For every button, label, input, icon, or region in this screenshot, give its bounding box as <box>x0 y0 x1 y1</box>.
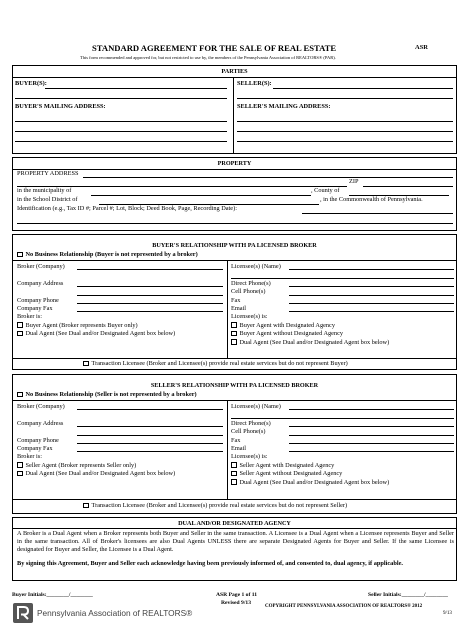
identification-field[interactable] <box>302 213 453 214</box>
company-address-field-2[interactable] <box>77 295 223 296</box>
option-lic-dual[interactable]: Dual Agent (See Dual and/or Designated Agent box below) <box>231 479 389 487</box>
property-section <box>12 157 457 231</box>
dual-agency-heading: DUAL AND/OR DESIGNATED AGENCY <box>178 520 291 527</box>
checkbox[interactable] <box>83 503 89 509</box>
seller-address-field-2[interactable] <box>237 131 453 132</box>
broker-is-label: Broker is: <box>17 313 43 321</box>
par-logo <box>12 602 193 624</box>
broker-company-label: Broker (Company) <box>17 403 65 410</box>
licensee-name-field-2[interactable] <box>231 418 454 419</box>
buyer-broker-heading: BUYER'S RELATIONSHIP WITH PA LICENSED BROKER <box>152 242 317 249</box>
company-address-field[interactable] <box>77 286 223 287</box>
county-label: , County of <box>311 187 340 194</box>
sellers-label: SELLER(S): <box>237 80 272 87</box>
seller-broker-section <box>12 374 457 514</box>
checkbox[interactable] <box>231 339 237 345</box>
direct-phone-field[interactable] <box>289 286 454 287</box>
company-address-field[interactable] <box>77 426 223 427</box>
company-fax-label: Company Fax <box>17 444 53 452</box>
seller-address-label: SELLER'S MAILING ADDRESS: <box>237 103 331 110</box>
date-code: 9/13 <box>443 611 452 616</box>
licensee-is-label: Licensee(s) is: <box>231 453 268 461</box>
company-address-field-2[interactable] <box>77 435 223 436</box>
broker-company-field[interactable] <box>77 269 223 270</box>
email-label: Email <box>231 304 247 312</box>
checkbox[interactable] <box>17 392 23 398</box>
buyer-no-relationship[interactable]: No Business Relationship (Buyer is not represented by a broker) <box>17 251 198 259</box>
checkbox[interactable] <box>231 462 237 468</box>
revised-date: Revised 9/13 <box>221 600 251 606</box>
fax-field[interactable] <box>289 303 454 304</box>
broker-company-label: Broker (Company) <box>17 263 65 270</box>
copyright: COPYRIGHT PENNSYLVANIA ASSOCIATION OF REALTORS® 2012 <box>265 604 423 609</box>
property-heading: PROPERTY <box>217 160 252 167</box>
buyer-address-field-2[interactable] <box>15 131 227 132</box>
licensee-name-field[interactable] <box>289 269 454 270</box>
buyers-field-2[interactable] <box>15 98 227 99</box>
buyer-address-field-3[interactable] <box>15 141 227 142</box>
seller-address-field-3[interactable] <box>237 141 453 142</box>
direct-phone-field[interactable] <box>289 426 454 427</box>
sellers-field[interactable] <box>273 88 453 89</box>
company-phone-label: Company Phone <box>17 436 59 444</box>
option-lic-dual[interactable]: Dual Agent (See Dual and/or Designated Agent box below) <box>231 339 389 347</box>
property-address-label: PROPERTY ADDRESS <box>17 170 79 177</box>
checkbox[interactable] <box>231 479 237 485</box>
checkbox[interactable] <box>17 331 23 337</box>
buyer-broker-section <box>12 234 457 370</box>
company-phone-field[interactable] <box>77 443 223 444</box>
zip-label: ZIP <box>349 178 359 185</box>
commonwealth-label: , in the Commonwealth of Pennsylvania. <box>320 196 423 203</box>
cell-phone-label: Cell Phone(s) <box>231 288 266 296</box>
municipality-label: in the municipality of <box>17 187 72 194</box>
buyer-transaction-licensee[interactable]: Transaction Licensee (Broker and Licensee(s) provide real estate services but do not represent Buyer) <box>83 360 348 368</box>
email-field[interactable] <box>289 311 454 312</box>
dual-agency-consent: By signing this Agreement, Buyer and Seller each acknowledge having been previously informed of, and consented to, dual agency, if applicable. <box>17 560 403 567</box>
dual-agency-section <box>12 517 457 581</box>
logo-text: Pennsylvania Association of REALTORS® <box>37 608 193 618</box>
option-lic-not-designated[interactable]: Seller Agent without Designated Agency <box>231 470 342 478</box>
company-phone-label: Company Phone <box>17 296 59 304</box>
licensee-name-field[interactable] <box>289 409 454 410</box>
cell-phone-field[interactable] <box>289 435 454 436</box>
form-subtitle: This form recommended and approved for, but not restricted to use by, the members of the Pennsylvania Association of REALTORS® (PAR). <box>80 55 336 60</box>
email-label: Email <box>231 444 247 452</box>
option-seller-agent[interactable]: Seller Agent (Broker represents Seller only) <box>17 462 136 470</box>
checkbox[interactable] <box>231 331 237 337</box>
buyers-field[interactable] <box>45 88 227 89</box>
option-lic-designated[interactable]: Buyer Agent with Designated Agency <box>231 322 335 330</box>
buyer-initials[interactable]: Buyer Initials:________/________ <box>12 592 93 598</box>
licensee-is-label: Licensee(s) is: <box>231 313 268 321</box>
company-address-label: Company Address <box>17 419 64 427</box>
school-district-label: in the School District of <box>17 196 78 203</box>
option-lic-not-designated[interactable]: Buyer Agent without Designated Agency <box>231 330 343 338</box>
company-fax-field[interactable] <box>77 451 223 452</box>
realtor-r-icon <box>12 602 34 624</box>
identification-label: Identification (e.g., Tax ID #; Parcel #; Lot, Block; Deed Book, Page, Recording Date): <box>17 205 237 212</box>
form-title: STANDARD AGREEMENT FOR THE SALE OF REAL ESTATE <box>92 43 337 53</box>
seller-transaction-licensee[interactable]: Transaction Licensee (Broker and Licensee(s) provide real estate services but do not represent Seller) <box>83 502 347 510</box>
option-dual-agent[interactable]: Dual Agent (See Dual and/or Designated Agent box below) <box>17 330 175 338</box>
option-buyer-agent[interactable]: Buyer Agent (Broker represents Buyer only) <box>17 322 138 330</box>
option-dual-agent[interactable]: Dual Agent (See Dual and/or Designated Agent box below) <box>17 470 175 478</box>
parties-heading: PARTIES <box>221 68 248 75</box>
identification-field-2[interactable] <box>17 223 453 224</box>
checkbox[interactable] <box>83 361 89 367</box>
buyer-address-field-1[interactable] <box>15 121 227 122</box>
licensee-name-field-2[interactable] <box>231 278 454 279</box>
form-code: ASR <box>415 44 429 51</box>
licensee-name-label: Licensee(s) (Name) <box>231 263 281 270</box>
zip-field[interactable] <box>363 186 453 187</box>
broker-company-field[interactable] <box>77 409 223 410</box>
municipality-field[interactable] <box>91 195 311 196</box>
checkbox[interactable] <box>17 322 23 328</box>
email-field[interactable] <box>289 451 454 452</box>
property-address-field[interactable] <box>83 177 453 178</box>
seller-no-relationship[interactable]: No Business Relationship (Seller is not represented by a broker) <box>17 391 197 399</box>
checkbox[interactable] <box>17 462 23 468</box>
buyer-address-label: BUYER'S MAILING ADDRESS: <box>15 103 106 110</box>
company-phone-field[interactable] <box>77 303 223 304</box>
option-lic-designated[interactable]: Seller Agent with Designated Agency <box>231 462 334 470</box>
parties-section <box>12 65 457 154</box>
company-fax-label: Company Fax <box>17 304 53 312</box>
seller-broker-heading: SELLER'S RELATIONSHIP WITH PA LICENSED BROKER <box>150 382 319 389</box>
dual-agency-paragraph: A Broker is a Dual Agent when a Broker represents both Buyer and Seller in the same transaction. A Licensee is a Dual Agent when a Licensee represents Buyer and Seller in the same transaction. All of Broker's licensees are also Dual Agents UNLESS there are separate Designated Agents for Buyer and Seller. If the same Licensee is designated for Buyer and Seller, the Licensee is a Dual Agent. <box>17 530 454 554</box>
fax-label: Fax <box>231 296 241 304</box>
fax-label: Fax <box>231 436 241 444</box>
direct-phone-label: Direct Phone(s) <box>231 279 271 287</box>
sellers-field-2[interactable] <box>237 98 453 99</box>
checkbox[interactable] <box>17 471 23 477</box>
direct-phone-label: Direct Phone(s) <box>231 419 271 427</box>
page-number: ASR Page 1 of 11 <box>216 592 258 598</box>
broker-is-label: Broker is: <box>17 453 43 461</box>
company-fax-field[interactable] <box>77 311 223 312</box>
company-address-label: Company Address <box>17 279 64 287</box>
checkbox[interactable] <box>231 322 237 328</box>
buyers-label: BUYER(S): <box>15 80 47 87</box>
seller-address-field-1[interactable] <box>237 121 453 122</box>
checkbox[interactable] <box>231 471 237 477</box>
fax-field[interactable] <box>289 443 454 444</box>
cell-phone-field[interactable] <box>289 295 454 296</box>
cell-phone-label: Cell Phone(s) <box>231 428 266 436</box>
licensee-name-label: Licensee(s) (Name) <box>231 403 281 410</box>
checkbox[interactable] <box>17 252 23 258</box>
seller-initials[interactable]: Seller Initials:________/________ <box>368 592 448 598</box>
